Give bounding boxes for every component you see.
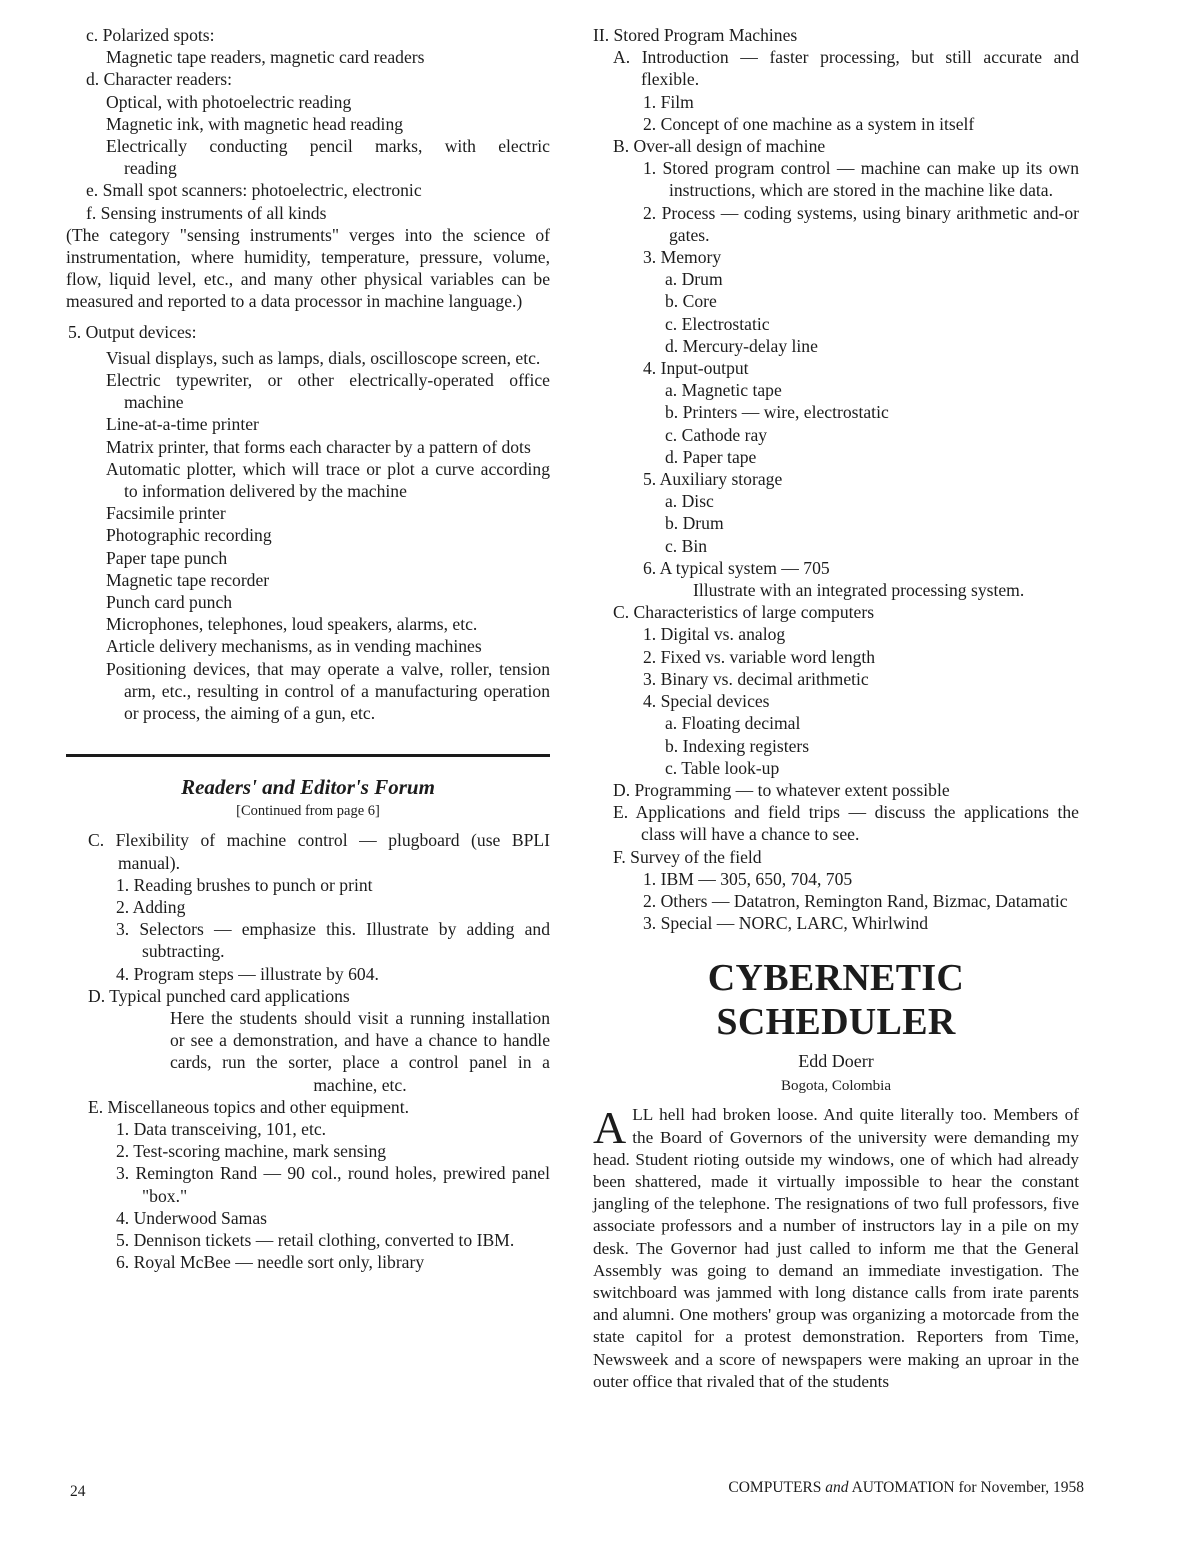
outline-item: 2. Others — Datatron, Remington Rand, Bizmac, Datamatic [643, 890, 1068, 911]
outline-item: b. Core [665, 291, 717, 312]
magazine-name-part2: AUTOMATION for November, 1958 [851, 1479, 1084, 1496]
output-heading: 5. Output devices: [68, 321, 197, 342]
left-column [66, 24, 550, 1273]
outline-item: a. Disc [665, 491, 714, 512]
outline-item: 2. Process — coding systems, using binary arithmetic and-or gates. [643, 202, 1079, 245]
outline-item: 5. Auxiliary storage [643, 469, 783, 490]
forum-outline-item: 2. Adding [116, 896, 186, 917]
magazine-name-and: and [825, 1479, 849, 1496]
outline-item: II. Stored Program Machines [593, 25, 798, 45]
output-device-item: Article delivery mechanisms, as in vending machines [106, 636, 482, 657]
output-device-item: Facsimile printer [106, 503, 226, 524]
output-device-item: Line-at-a-time printer [106, 414, 259, 435]
outline-item: 4. Input-output [643, 358, 749, 379]
sensing-item: Optical, with photoelectric reading [106, 91, 352, 112]
forum-outline-item: 1. Data transceiving, 101, etc. [116, 1118, 327, 1139]
output-device-item: Microphones, telephones, loud speakers, alarms, etc. [106, 614, 478, 635]
output-device-item: Magnetic tape recorder [106, 569, 270, 590]
forum-outline-item: 3. Remington Rand — 90 col., round holes, prewired panel "box." [116, 1163, 550, 1206]
output-device-item: Matrix printer, that forms each character by a pattern of dots [106, 436, 531, 457]
output-device-item: Visual displays, such as lamps, dials, oscilloscope screen, etc. [106, 347, 541, 368]
outline-item: 6. A typical system — 705 [643, 557, 830, 578]
outline-item: c. Cathode ray [665, 424, 768, 445]
sensing-item: e. Small spot scanners: photoelectric, electronic [86, 180, 422, 201]
outline-item: F. Survey of the field [613, 846, 762, 867]
outline-item: B. Over-all design of machine [613, 136, 826, 157]
output-device-item: Electric typewriter, or other electrically-operated office machine [106, 370, 550, 413]
output-device-item: Automatic plotter, which will trace or plot a curve according to information delivered by the machine [106, 458, 550, 502]
outline-item: c. Table look-up [665, 757, 780, 778]
sensing-item: Magnetic ink, with magnetic head reading [106, 113, 404, 134]
outline-item: d. Mercury-delay line [665, 335, 818, 356]
forum-outline-item: 4. Program steps — illustrate by 604. [116, 963, 379, 984]
outline-item: A. Introduction — faster processing, but still accurate and flexible. [613, 47, 1079, 90]
story-author: Edd Doerr [798, 1051, 874, 1072]
outline-item: a. Floating decimal [665, 713, 801, 734]
outline-item: a. Drum [665, 269, 723, 290]
outline-item: 3. Memory [643, 247, 722, 268]
forum-continued-note: [Continued from page 6] [236, 803, 380, 820]
forum-title: Readers' and Editor's Forum [181, 775, 435, 800]
output-device-item: Paper tape punch [106, 547, 228, 568]
outline-item: 1. IBM — 305, 650, 704, 705 [643, 868, 853, 889]
story-text: LL hell had broken loose. And quite literally too. Members of the Board of Governors of the university were demanding my head. Student rioting outside my windows, one of which had already been shattered, made it virtually impossible to hear the constant jangling of the telephone. The resignations of two full professors, five associate professors and a number of instructors lay in a pile on my desk. The Governor had just called to inform me that the General Assembly was going to demand an immediate investigation. The switchboard was jammed with long distance calls from irate parents and alumni. One mothers' group was organizing a motorcade from the state capitol for a protest demonstration. Reporters from Time, Newsweek and a score of newspapers were making an uproar in the outer office that rivaled that of the students [593, 1105, 1079, 1391]
sensing-item: d. Character readers: [86, 69, 233, 90]
outline-item: 1. Film [643, 91, 694, 112]
outline-item: b. Drum [665, 513, 724, 534]
outline-item: 3. Binary vs. decimal arithmetic [643, 668, 869, 689]
outline-item: c. Electrostatic [665, 313, 770, 334]
outline-item: C. Characteristics of large computers [613, 602, 875, 623]
sensing-note: (The category "sensing instruments" verges into the science of instrumentation, where humidity, temperature, pressure, volume, flow, liquid level, etc., and many other physical variables can be measured and reported to a data processor in machine language.) [66, 224, 550, 312]
forum-outline-item: 5. Dennison tickets — retail clothing, converted to IBM. [116, 1229, 515, 1250]
outline-item: 1. Stored program control — machine can make up its own instructions, which are stored in the machine like data. [643, 158, 1079, 201]
outline-item: b. Indexing registers [665, 735, 810, 756]
output-devices-list [66, 347, 550, 724]
stored-program-outline [593, 24, 1079, 934]
story-body [593, 1104, 1079, 1393]
forum-outline-item: E. Miscellaneous topics and other equipment. [88, 1096, 410, 1117]
story-title: CYBERNETIC SCHEDULER [707, 957, 965, 1044]
section-rule [66, 754, 550, 757]
forum-outline-item: 2. Test-scoring machine, mark sensing [116, 1141, 387, 1162]
story-dropcap: A [593, 1102, 627, 1154]
outline-item: c. Bin [665, 535, 708, 556]
outline-item: D. Programming — to whatever extent possible [613, 779, 950, 800]
outline-item: 4. Special devices [643, 691, 770, 712]
sensing-item: Electrically conducting pencil marks, with electric [106, 136, 550, 157]
outline-item: 2. Fixed vs. variable word length [643, 646, 876, 667]
forum-outline-item: 1. Reading brushes to punch or print [116, 874, 373, 895]
outline-item: E. Applications and field trips — discuss the applications the class will have a chance to see. [613, 802, 1079, 845]
sensing-devices-list [66, 24, 550, 224]
output-device-item: Punch card punch [106, 592, 233, 613]
magazine-name-part1: COMPUTERS [728, 1479, 822, 1496]
sensing-item: reading [124, 158, 177, 179]
outline-item: 3. Special — NORC, LARC, Whirlwind [643, 913, 929, 934]
outline-item: d. Paper tape [665, 446, 757, 467]
sensing-item: c. Polarized spots: [86, 25, 215, 45]
forum-outline-item: 3. Selectors — emphasize this. Illustrate by adding and subtracting. [116, 919, 550, 962]
magazine-footer [728, 1479, 1084, 1497]
forum-outline-item: D. Typical punched card applications [88, 985, 350, 1006]
outline-item: 2. Concept of one machine as a system in itself [643, 113, 975, 134]
outline-item: b. Printers — wire, electrostatic [665, 402, 889, 423]
forum-outline [66, 829, 550, 1273]
story-location: Bogota, Colombia [781, 1078, 891, 1095]
sensing-item: f. Sensing instruments of all kinds [86, 202, 327, 223]
outline-item: a. Magnetic tape [665, 380, 782, 401]
output-device-item: Photographic recording [106, 525, 272, 546]
forum-outline-item: Here the students should visit a running installation or see a demonstration, and have a chance to handle cards, run the sorter, place a control panel in a machine, etc. [170, 1007, 550, 1095]
right-column [593, 24, 1079, 1393]
outline-item: Illustrate with an integrated processing system. [693, 580, 1025, 601]
output-device-item: Positioning devices, that may operate a valve, roller, tension arm, etc., resulting in control of a manufacturing operation or process, the aiming of a gun, etc. [106, 658, 550, 724]
sensing-item: Magnetic tape readers, magnetic card readers [106, 47, 425, 68]
outline-item: 1. Digital vs. analog [643, 624, 786, 645]
page-number: 24 [70, 1483, 86, 1500]
forum-outline-item: 4. Underwood Samas [116, 1207, 267, 1228]
forum-outline-item: 6. Royal McBee — needle sort only, library [116, 1252, 425, 1273]
forum-outline-item: C. Flexibility of machine control — plugboard (use BPLI manual). [88, 830, 550, 873]
